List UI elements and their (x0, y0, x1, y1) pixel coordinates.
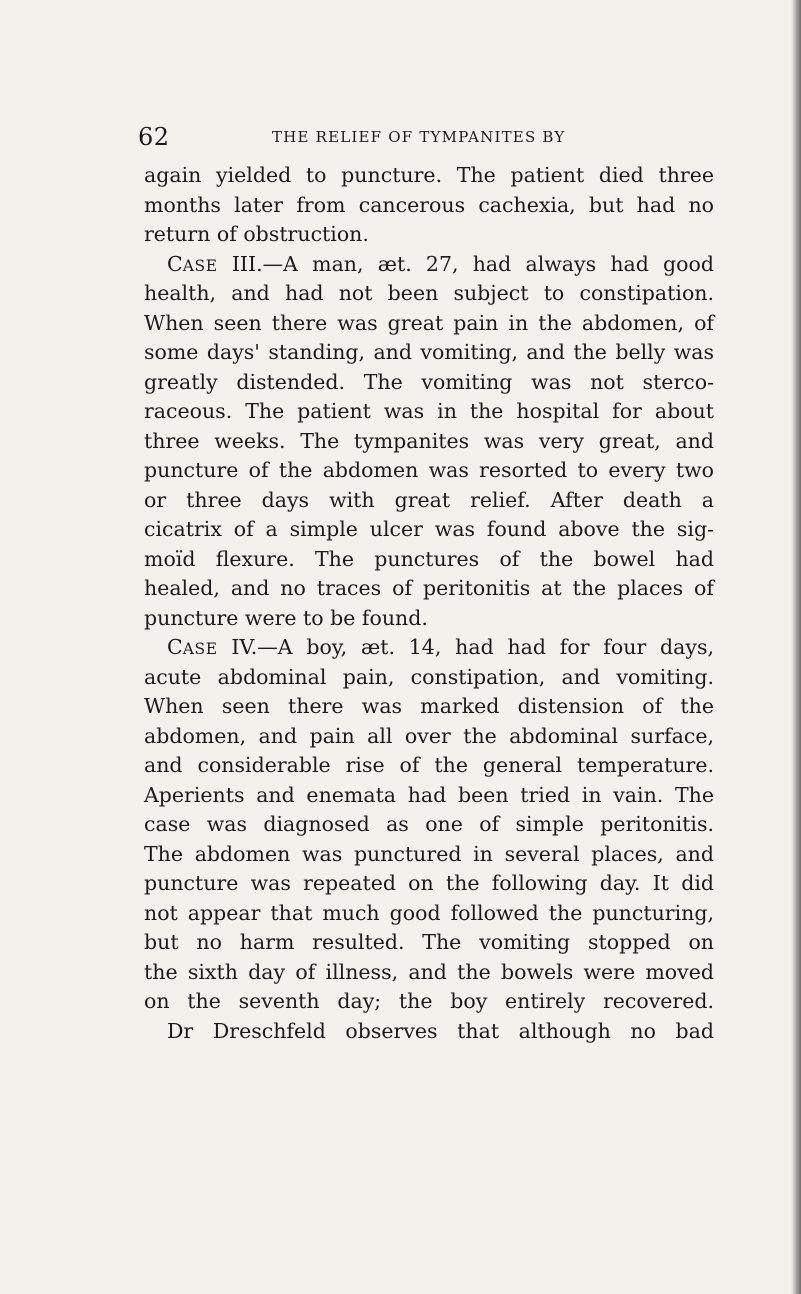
text-line: acute abdominal pain, constipation, and vomiting. (144, 664, 714, 689)
text-line: months later from cancerous cachexia, but had no (144, 192, 714, 217)
text-line: Aperients and enemata had been tried in vain. The (144, 782, 714, 807)
text-line: return of obstruction. (144, 222, 369, 246)
text-line: Dr Dreschfeld observes that although no bad (167, 1018, 714, 1043)
text-line: case was diagnosed as one of simple peritonitis. (144, 812, 714, 836)
text-line: When seen there was marked distension of the (144, 694, 714, 718)
text-line: but no harm resulted. The vomiting stopped on (144, 930, 714, 954)
text-line: greatly distended. The vomiting was not sterco- (144, 369, 714, 394)
text-line: puncture was repeated on the following day. It did (144, 871, 714, 895)
text-line: three weeks. The tympanites was very great, and (144, 428, 714, 453)
page-number: 62 (138, 123, 170, 151)
text-line: some days' standing, and vomiting, and the belly was (144, 340, 714, 364)
text-line: puncture were to be found. (144, 605, 428, 630)
text-line: puncture of the abdomen was resorted to every two (144, 458, 714, 482)
text-line: or three days with great relief. After death a (144, 487, 714, 512)
text-line: and considerable rise of the general temperature. (144, 753, 714, 777)
text-line: again yielded to puncture. The patient died three (144, 163, 714, 187)
text-line: healed, and no traces of peritonitis at the places of (144, 576, 714, 600)
text-line: health, and had not been subject to constipation. (144, 281, 714, 305)
text-line: CASE III.—A man, æt. 27, had always had good (167, 251, 714, 276)
text-line: raceous. The patient was in the hospital for about (144, 399, 714, 423)
text-line: moïd flexure. The punctures of the bowel had (144, 546, 714, 571)
running-title: THE RELIEF OF TYMPANITES BY (272, 128, 566, 146)
text-line: The abdomen was punctured in several places, and (144, 841, 714, 866)
text-line: on the seventh day; the boy entirely recovered. (144, 989, 714, 1013)
running-head (138, 122, 738, 152)
text-line: When seen there was great pain in the abdomen, of (144, 310, 714, 335)
text-line: the sixth day of illness, and the bowels were moved (144, 959, 714, 984)
body-text (144, 161, 714, 1046)
page-edge-shadow (791, 0, 801, 1294)
text-line: not appear that much good followed the puncturing, (144, 900, 714, 925)
text-line: abdomen, and pain all over the abdominal surface, (144, 723, 714, 748)
text-line: CASE IV.—A boy, æt. 14, had had for four days, (167, 635, 714, 659)
text-line: cicatrix of a simple ulcer was found above the sig- (144, 517, 714, 541)
